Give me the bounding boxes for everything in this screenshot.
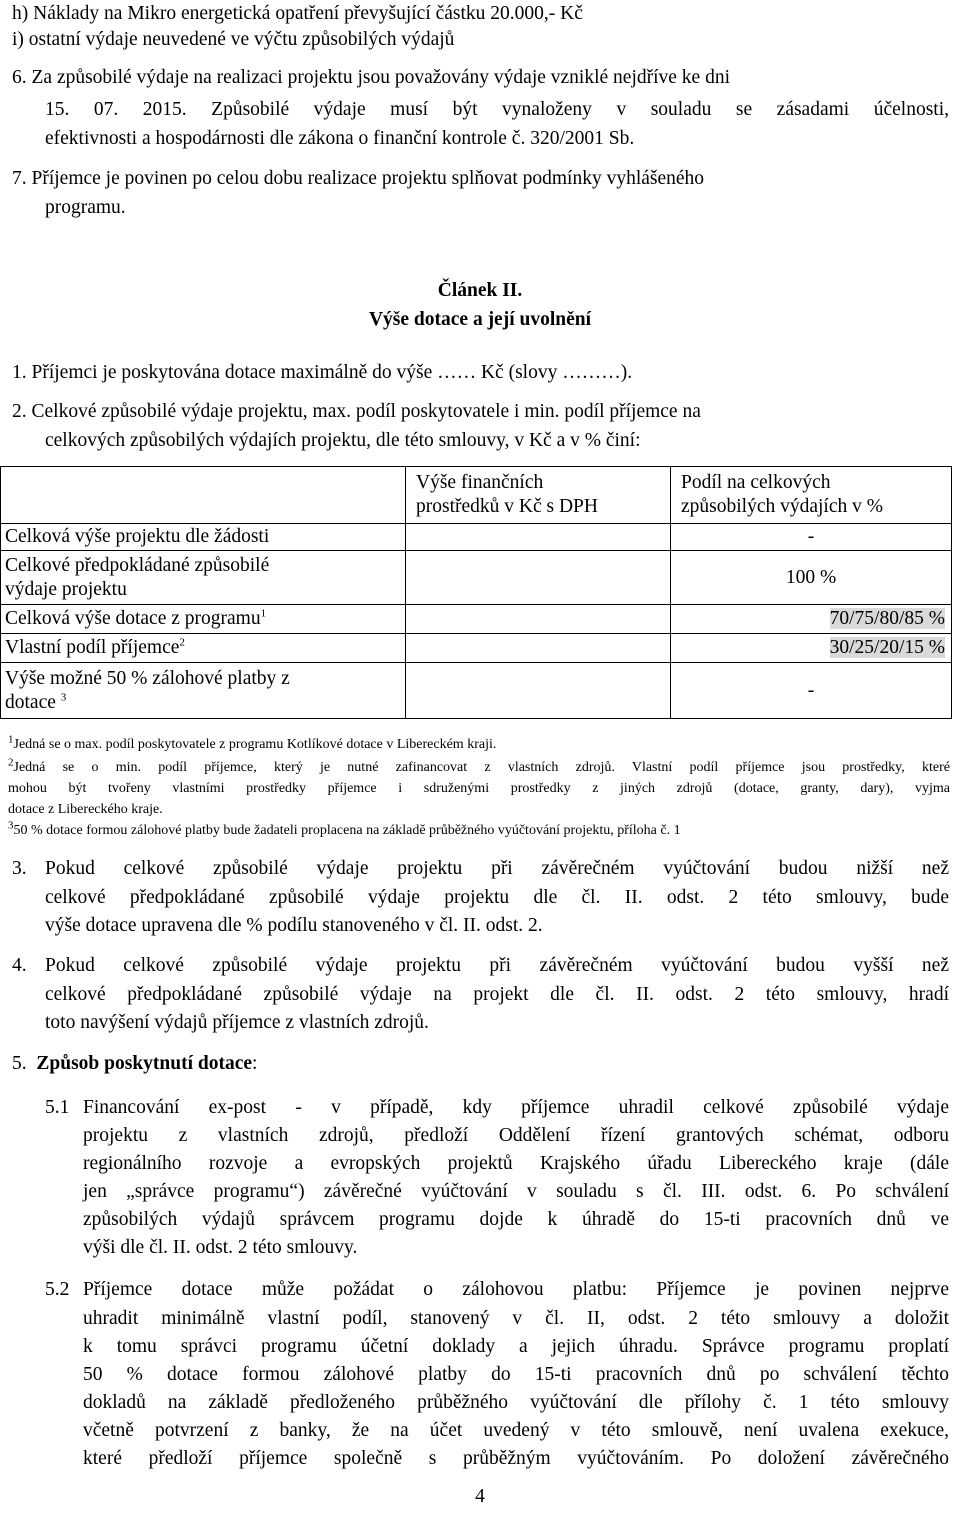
- footnote-2-line-2: mohou být tvořeny vlastními prostředky příjemce i sdruženými prostředky z jiných zdrojů (dotace, granty, dary), vyjma: [8, 781, 950, 796]
- subitem-5-2-line-6: včetně potvrzení z banky, že na účet uvedený v této smlouvě, není uvalena exekuce,: [83, 1420, 949, 1441]
- highlighted-value: 70/75/80/85 %: [829, 608, 945, 629]
- table-header-amount: Výše finančních prostředků v Kč s DPH: [406, 467, 671, 524]
- table-row: [1, 551, 952, 605]
- table-header-share: Podíl na celkových způsobilých výdajích v %: [671, 467, 952, 524]
- table-row: [1, 605, 952, 634]
- article-item-4-line-2: celkové předpokládané způsobilé výdaje na projekt dle čl. II. odst. 2 této smlouvy, hradí: [45, 984, 949, 1005]
- article-item-2-line-2: celkových způsobilých výdajích projektu, dle této smlouvy, v Kč a v % činí:: [45, 430, 641, 451]
- row-share-subsidy: [671, 605, 952, 634]
- table-header-empty: [1, 467, 406, 524]
- row-amount-subsidy: [406, 605, 671, 634]
- row-amount-own-share: [406, 634, 671, 663]
- paragraph-6-line-2: 15. 07. 2015. Způsobilé výdaje musí být vynaloženy v souladu se zásadami účelnosti,: [45, 99, 949, 120]
- footnote-3: $^3$50 % dotace formou zálohové platby bude žadateli proplacena na základě průběžného vyúčtování projektu, příloha č. 1: [8, 819, 681, 838]
- subitem-5-1-line-1: Financování ex-post - v případě, kdy příjemce uhradil celkové způsobilé výdaje: [83, 1097, 949, 1118]
- footnote-2-line-3: dotace z Libereckého kraje.: [8, 802, 163, 817]
- article-item-4-number: 4.: [12, 955, 27, 976]
- row-share-total-project: -: [671, 524, 952, 551]
- table-row: [1, 524, 952, 551]
- subitem-5-1-line-3: regionálního rozvoje a evropských projektů Krajského úřadu Libereckého kraje (dále: [83, 1153, 949, 1174]
- table-header-row: [1, 467, 952, 524]
- item-h: h) Náklady na Mikro energetická opatření převyšující částku 20.000,- Kč: [12, 3, 583, 24]
- article-item-3-number: 3.: [12, 858, 27, 879]
- row-label-eligible-costs: Celkové předpokládané způsobilé výdaje projektu: [1, 551, 406, 605]
- row-share-own-share: [671, 634, 952, 663]
- article-item-3-line-3: výše dotace upravena dle % podílu stanoveného v čl. II. odst. 2.: [45, 915, 543, 936]
- row-label-advance: Výše možné 50 % zálohové platby z dotace $^3$: [1, 663, 406, 719]
- subitem-5-1-line-5: způsobilých výdajů správcem programu dojde k úhradě do 15-ti pracovních dnů ve: [83, 1209, 949, 1230]
- row-share-advance: -: [671, 663, 952, 719]
- page-number: 4: [475, 1486, 485, 1507]
- row-amount-advance: [406, 663, 671, 719]
- article-title: Výše dotace a její uvolnění: [368, 309, 592, 330]
- subitem-5-2-line-5: dokladů na základě předloženého průběžného vyúčtování dle přílohy č. 1 této smlouvy: [83, 1392, 949, 1413]
- item-i: i) ostatní výdaje neuvedené ve výčtu způsobilých výdajů: [12, 29, 455, 50]
- paragraph-6-line-1: 6. Za způsobilé výdaje na realizaci projektu jsou považovány výdaje vzniklé nejdříve ke dni: [12, 67, 730, 88]
- subitem-5-1-line-6: výši dle čl. II. odst. 2 této smlouvy.: [83, 1237, 358, 1258]
- row-amount-total-project: [406, 524, 671, 551]
- footnote-1: $^1$Jedná se o max. podíl poskytovatele z programu Kotlíkové dotace v Libereckém kraji.: [8, 733, 497, 752]
- budget-table: [0, 466, 951, 719]
- subitem-5-2-number: 5.2: [45, 1279, 70, 1300]
- footnote-2-line-1: $^2$Jedná se o min. podíl příjemce, který je nutné zafinancovat z vlastních zdrojů. Vlastní podíl příjemce jsou prostředky, které: [8, 756, 950, 775]
- row-label-own-share: Vlastní podíl příjemce$^2$: [1, 634, 406, 663]
- row-label-total-project: Celková výše projektu dle žádosti: [1, 524, 406, 551]
- article-item-5: 5. Způsob poskytnutí dotace:: [12, 1053, 258, 1074]
- table-row: [1, 634, 952, 663]
- article-item-2-line-1: 2. Celkové způsobilé výdaje projektu, max. podíl poskytovatele i min. podíl příjemce na: [12, 401, 701, 422]
- table-row: [1, 663, 952, 719]
- subitem-5-1-line-2: projektu z vlastních zdrojů, předloží Oddělení řízení grantových schémat, odboru: [83, 1125, 949, 1146]
- paragraph-6-line-3: efektivnosti a hospodárnosti dle zákona o finanční kontrole č. 320/2001 Sb.: [45, 128, 635, 149]
- subitem-5-2-line-4: 50 % dotace formou zálohové platby do 15-ti pracovních dnů po schválení těchto: [83, 1364, 949, 1385]
- subitem-5-2-line-1: Příjemce dotace může požádat o zálohovou platbu: Příjemce je povinen nejprve: [83, 1279, 949, 1300]
- article-item-3-line-1: Pokud celkové způsobilé výdaje projektu při závěrečném vyúčtování budou nižší než: [45, 858, 949, 879]
- article-number: Článek II.: [437, 280, 523, 301]
- paragraph-7-line-2: programu.: [45, 197, 126, 218]
- subitem-5-1-line-4: jen „správce programu“) závěrečné vyúčtování v souladu s čl. III. odst. 6. Po schválení: [83, 1181, 949, 1202]
- article-item-4-line-3: toto navýšení výdajů příjemce z vlastních zdrojů.: [45, 1012, 429, 1033]
- article-item-5-title: Způsob poskytnutí dotace: [36, 1053, 253, 1074]
- subitem-5-2-line-2: uhradit minimálně vlastní podíl, stanovený v čl. II, odst. 2 této smlouvy a doložit: [83, 1308, 949, 1329]
- subitem-5-1-number: 5.1: [45, 1097, 70, 1118]
- article-item-1: 1. Příjemci je poskytována dotace maximálně do výše …… Kč (slovy ………).: [12, 362, 633, 383]
- article-item-3-line-2: celkové předpokládané způsobilé výdaje projektu dle čl. II. odst. 2 této smlouvy, bude: [45, 887, 949, 908]
- paragraph-7-line-1: 7. Příjemce je povinen po celou dobu realizace projektu splňovat podmínky vyhlášeného: [12, 168, 705, 189]
- article-item-4-line-1: Pokud celkové způsobilé výdaje projektu při závěrečném vyúčtování budou vyšší než: [45, 955, 949, 976]
- row-label-subsidy: Celková výše dotace z programu$^1$: [1, 605, 406, 634]
- highlighted-value: 30/25/20/15 %: [829, 637, 945, 658]
- row-share-eligible-costs: 100 %: [671, 551, 952, 605]
- subitem-5-2-line-7: které předloží příjemce společně s průběžným vyúčtováním. Po doložení závěrečného: [83, 1448, 949, 1469]
- row-amount-eligible-costs: [406, 551, 671, 605]
- subitem-5-2-line-3: k tomu správci programu účetní doklady a jejich úhradu. Správce programu proplatí: [83, 1336, 949, 1357]
